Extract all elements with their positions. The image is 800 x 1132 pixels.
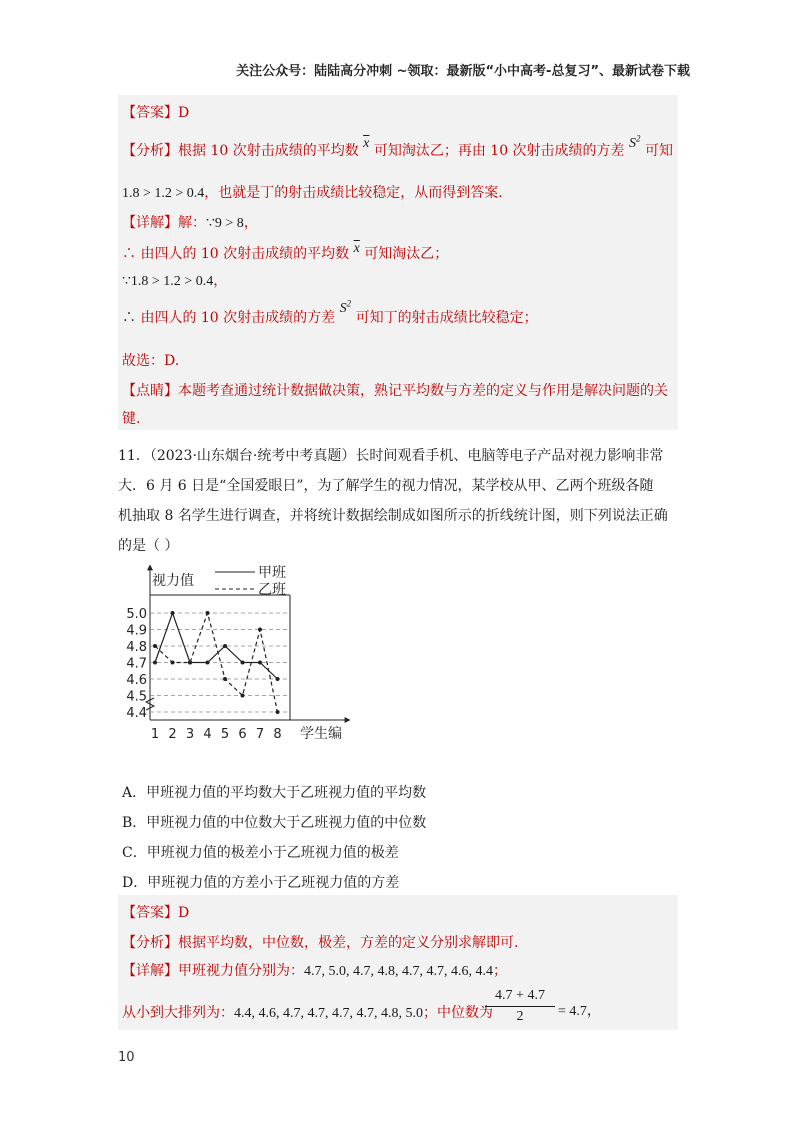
s2-symbol [629,133,641,151]
y-tick-label: 4.9 [126,623,147,639]
series-1-point [276,677,280,681]
prev-detail-line2 [122,243,448,263]
option-b[interactable]: B．甲班视力值的中位数大于乙班视力值的中位数 [122,815,427,831]
series-2-point [153,644,157,648]
superscript-2: 2 [636,133,641,144]
prev-answer-line [122,102,189,122]
prev-comment-line2: 键. [122,411,141,427]
fraction-numerator: 4.7 + 4.7 [485,988,555,1007]
page-header: 关注公众号：陆陆高分冲刺 ~领取：最新版“小中高考-总复习”、最新试卷下载 [236,64,690,79]
page-number: 10 [118,1050,135,1065]
axis-break [146,698,154,710]
detail-text: ∴ 由四人的 10 次射击成绩的平均数 [122,246,350,262]
detail-math: ∵1.8 > 1.2 > 0.4 [122,274,214,289]
analysis-text: ，也就是丁的射击成绩比较稳定，从而得到答案. [204,185,503,201]
question-line3: 机抽取 8 名学生进行调查，并将统计数据绘制成如图所示的折线统计图，则下列说法正确 [118,508,668,524]
series-1-point [153,661,157,665]
xbar-symbol: $\overline{x}$ [353,241,360,256]
solution-answer-line [122,902,189,922]
detail-text: 解： [178,215,206,231]
x-axis-label: 学生编 [300,726,342,742]
answer-tag: 【答案】 [122,105,178,121]
y-axis-label: 视力值 [152,573,194,589]
answer-value: D [178,105,190,121]
detail-tag: 【详解】 [122,215,178,231]
semicolon: ； [493,963,507,979]
series-2-point [258,628,262,632]
x-tick-label: 1 [150,727,160,742]
prev-detail-line1 [122,212,258,232]
x-tick-label: 3 [185,727,195,742]
s2-symbol [339,298,352,316]
prev-detail-line4 [122,298,538,327]
comment-text: 本题考查通过统计数据做决策，熟记平均数与方差的定义与作用是解决问题的关 [178,383,668,399]
series-1-point [258,661,262,665]
legend-label-series-2: 乙班 [258,582,286,598]
series-2-point [206,611,210,615]
median-text: ；中位数为 [423,1005,493,1021]
therefore-symbol: ∴ [122,310,136,326]
option-d[interactable]: D．甲班视力值的方差小于乙班视力值的方差 [122,875,400,891]
comma: ， [213,273,228,289]
question-line4: 的是（ ） [118,538,179,554]
detail-text: 可知丁的射击成绩比较稳定； [355,310,538,326]
line-chart [120,560,380,760]
inequality-math: 1.8 > 1.2 > 0.4 [122,186,205,201]
answer-tag: 【答案】 [122,905,178,921]
x-tick-label: 4 [203,727,212,742]
detail-tag: 【详解】 [122,963,178,979]
comma: ， [586,1004,601,1019]
x-tick-label: 7 [255,727,265,742]
series-2-point [223,677,227,681]
x-tick-label: 6 [238,727,247,742]
superscript-2: 2 [346,298,352,309]
detail-values: 4.7, 5.0, 4.7, 4.8, 4.7, 4.7, 4.6, 4.4 [304,964,493,979]
fraction-denominator: 2 [516,1009,524,1024]
analysis-text: 根据 10 次射击成绩的平均数 [178,143,359,159]
solution-sort-line [122,1002,493,1022]
detail-text: 由四人的 10 次射击成绩的方差 [140,310,336,326]
series-1-point [223,644,227,648]
analysis-tag: 【分析】 [122,935,178,951]
detail-text: 甲班视力值分别为： [178,963,304,979]
fraction-result: = 4.7 [558,1004,587,1019]
median-result [558,1000,601,1020]
question-line1: 11．（2023·山东烟台·统考中考真题）长时间观看手机、电脑等电子产品对视力影响非常 [118,448,664,464]
xbar-symbol: $\overline{x}$ [363,136,370,151]
y-tick-label: 4.8 [126,640,147,655]
detail-math: ∵9 > 8 [206,216,244,231]
prev-choose-line: 故选：D. [122,353,180,369]
option-c[interactable]: C．甲班视力值的极差小于乙班视力值的极差 [122,845,399,861]
prev-comment-line1 [122,380,668,400]
x-tick-label: 2 [168,727,177,742]
analysis-text: 根据平均数，中位数，极差，方差的定义分别求解即可. [178,935,519,951]
series-1-point [241,661,245,665]
y-tick-label: 5.0 [126,607,147,622]
series-2-point [276,710,280,714]
median-fraction [485,988,555,1025]
series-2-point [241,694,245,698]
s-letter: S [339,301,347,316]
solution-detail-line [122,960,507,980]
series-2-point [188,661,192,665]
y-tick-label: 4.4 [126,706,147,721]
series-2-point [171,661,175,665]
detail-text: 可知淘汰乙； [364,246,449,262]
analysis-text: 可知 [644,143,673,159]
sort-values: 4.4, 4.6, 4.7, 4.7, 4.7, 4.7, 4.8, 5.0 [234,1006,423,1021]
legend-label-series-1: 甲班 [258,565,286,581]
comma: ， [243,215,258,231]
series-1-point [206,661,210,665]
prev-analysis-line2 [122,182,503,202]
analysis-text: 可知淘汰乙；再由 10 次射击成绩的方差 [373,143,625,159]
s-letter: S [629,136,637,151]
analysis-tag: 【分析】 [122,143,178,159]
x-tick-label: 8 [273,727,282,742]
option-a[interactable]: A．甲班视力值的平均数大于乙班视力值的平均数 [122,785,427,801]
y-tick-label: 4.5 [126,689,147,705]
y-tick-label: 4.6 [126,673,147,688]
prev-detail-line3 [122,270,227,290]
x-tick-label: 5 [220,727,230,742]
solution-analysis-line [122,932,518,952]
sort-text: 从小到大排列为： [122,1005,234,1021]
y-tick-label: 4.7 [126,656,147,672]
prev-analysis-line1 [122,133,673,160]
comment-tag: 【点睛】 [122,383,178,399]
question-line2: 大．6 月 6 日是“全国爱眼日”，为了解学生的视力情况，某学校从甲、乙两个班级各随 [118,478,654,494]
answer-value: D [178,905,190,921]
series-1-point [171,611,175,615]
